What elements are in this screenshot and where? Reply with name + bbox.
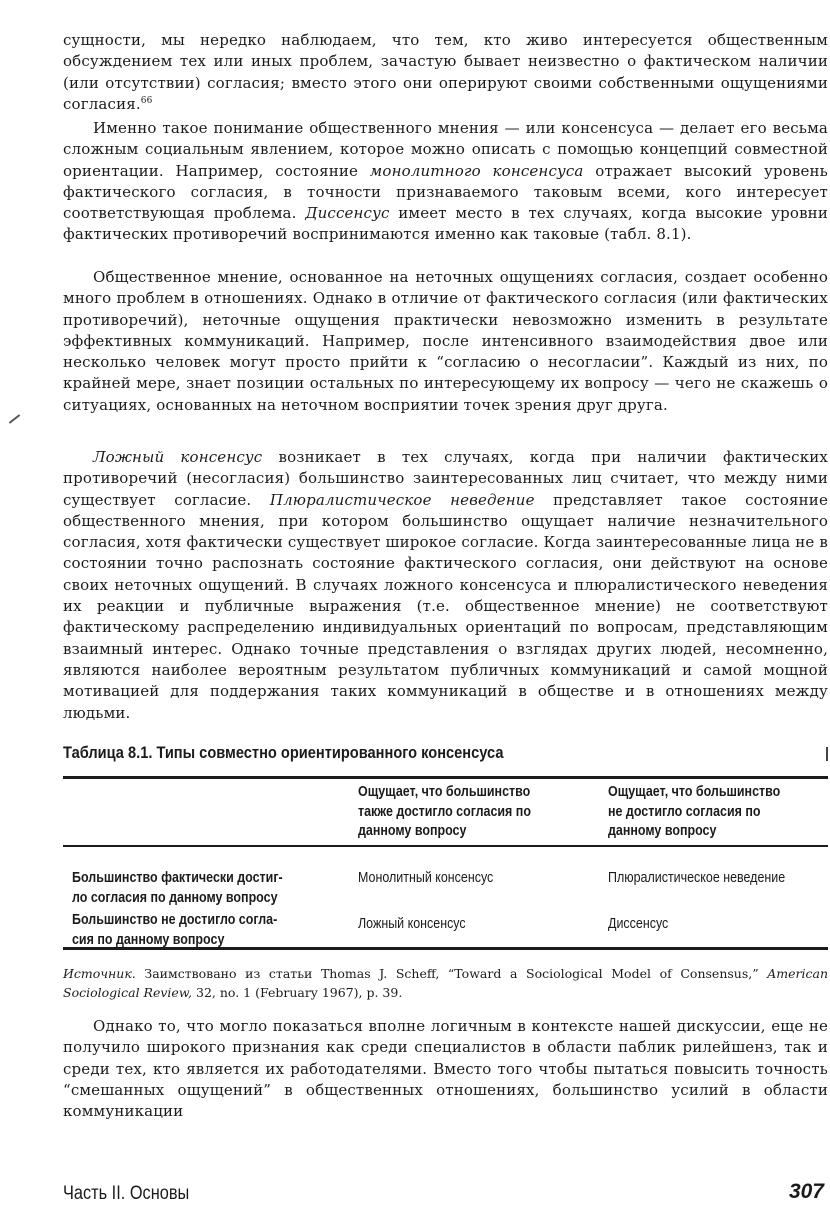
paragraph-2-text-c: имеет место в тех случаях, когда высокие уровни фактических противоречий воспринимаются именно как таковые (табл. 8.1). xyxy=(63,204,828,244)
source-text-a: Заимствовано из статьи Thomas J. Scheff, “Toward a Sociological Model of Consensus,” xyxy=(135,966,768,981)
table-title: Таблица 8.1. Типы совместно ориентированного консенсуса xyxy=(63,743,504,762)
row2-label-line: сия по данному вопросу xyxy=(72,931,225,948)
paragraph-5-text: Однако то, что могло показаться вполне логичным в контексте нашей дискуссии, еще не получило широкого признания как среди специалистов в области паблик рилейшенз, так и среди тех, кто является их работодателями. Вместо того чтобы пытаться повысить точность “смешанных ощущений” в общественных отношениях, большинство усилий в области коммуникации xyxy=(63,1017,828,1121)
term-dissensus: Диссенсус xyxy=(305,204,390,223)
paragraph-2-text-a: Именно такое понимание общественного мнения — или консенсуса — делает его весьма сложным социальным явлением, которое можно описать с помощью концепций совместной ориентации. Например, состояние xyxy=(63,119,828,180)
footer-section-title: Часть II. Основы xyxy=(63,1183,190,1204)
col1-header-line: данному вопросу xyxy=(358,823,467,839)
paragraph-2 xyxy=(63,118,828,246)
row1-label-line: ло согласия по данному вопросу xyxy=(72,889,278,906)
margin-pencil-mark xyxy=(9,414,20,424)
row2-label-line: Большинство не достигло согла- xyxy=(72,912,278,928)
source-label: Источник. xyxy=(63,966,136,981)
row1-col2: Плюралистическое неведение xyxy=(608,870,786,886)
paragraph-5 xyxy=(63,1016,828,1122)
paragraph-4-text-a: возникает в тех случаях, когда при наличии фактических противоречий (несогласия) большинство заинтересованных лиц считает, что между ними существует согласие. xyxy=(63,448,828,509)
row1-label xyxy=(72,869,283,908)
row2-label xyxy=(72,911,277,950)
paragraph-3 xyxy=(63,267,828,416)
paragraph-4 xyxy=(63,447,828,724)
col2-header-line: Ощущает, что большинство xyxy=(608,784,781,800)
table-header-rule xyxy=(63,845,828,847)
paragraph-1-text: сущности, мы нередко наблюдаем, что тем, кто живо интересуется общественным обсуждением тех или иных проблем, зачастую бывает неизвестно о фактическом наличии (или отсутствии) согласия; вместо этого они оперируют своими собственными ощущениями согласия. xyxy=(63,31,828,113)
col1-header xyxy=(358,783,531,842)
table-bottom-rule xyxy=(63,947,828,950)
col1-header-line: Ощущает, что большинство xyxy=(358,784,531,800)
term-monolithic-consensus: монолитного консенсуса xyxy=(369,161,584,180)
col2-header-line: данному вопросу xyxy=(608,823,717,839)
row2-col1: Ложный консенсус xyxy=(358,916,466,932)
page-number: 307 xyxy=(788,1180,824,1203)
source-journal: American Sociological Review, xyxy=(63,966,828,1000)
paragraph-1 xyxy=(63,30,828,115)
row1-label-line: Большинство фактически достиг- xyxy=(72,870,283,886)
table-source-note xyxy=(63,964,828,1002)
paragraph-3-text: Общественное мнение, основанное на неточных ощущениях согласия, создает особенно много проблем в отношениях. Однако в отличие от фактического согласия (или фактических противоречий), неточные ощущения практически невозможно изменить в результате эффективных коммуникаций. Например, после интенсивного взаимодействия двое или несколько человек могут просто прийти к “согласию о несогласии”. Каждый из них, по крайней мере, знает позиции остальных по интересующему их вопросу — чего не скажешь о ситуациях, основанных на неточном восприятии точек зрения друг друга. xyxy=(63,268,828,414)
edge-mark xyxy=(826,747,828,761)
term-pluralistic-ignorance: Плюралистическое неведение xyxy=(269,490,535,509)
table-top-rule xyxy=(63,776,828,779)
term-false-consensus: Ложный консенсус xyxy=(93,448,263,466)
row1-col1: Монолитный консенсус xyxy=(358,870,494,886)
footnote-ref[interactable]: 66 xyxy=(140,95,153,106)
col2-header-line: не достигло согласия по xyxy=(608,803,761,820)
source-text-b: 32, no. 1 (February 1967), p. 39. xyxy=(192,985,403,1000)
col2-header xyxy=(608,783,780,842)
col1-header-line: также достигло согласия по xyxy=(358,803,531,820)
paragraph-2-text-b: отражает высокий уровень фактического согласия, в точности признаваемого таковым всеми, кого интересует соответствующая проблема. xyxy=(63,161,828,223)
row2-col2: Диссенсус xyxy=(608,916,669,932)
paragraph-4-text-b: представляет такое состояние общественного мнения, при котором большинство ощущает наличие незначительного согласия, хотя фактически существует широкое согласие. Когда заинтересованные лица не в состоянии точно распознать состояние фактического согласия, они действуют на основе своих неточных ощущений. В случаях ложного консенсуса и плюралистического неведения их реакции и публичные выражения (т.е. общественное мнение) не соответствуют фактическому распределению индивидуальных ориентаций по вопросам, представляющим взаимный интерес. Однако точные представления о взглядах других людей, несомненно, являются наиболее вероятным результатом публичных коммуникаций и самой мощной мотивацией для поддержания таких коммуникаций в обществе и в отношениях между людьми. xyxy=(63,490,828,722)
